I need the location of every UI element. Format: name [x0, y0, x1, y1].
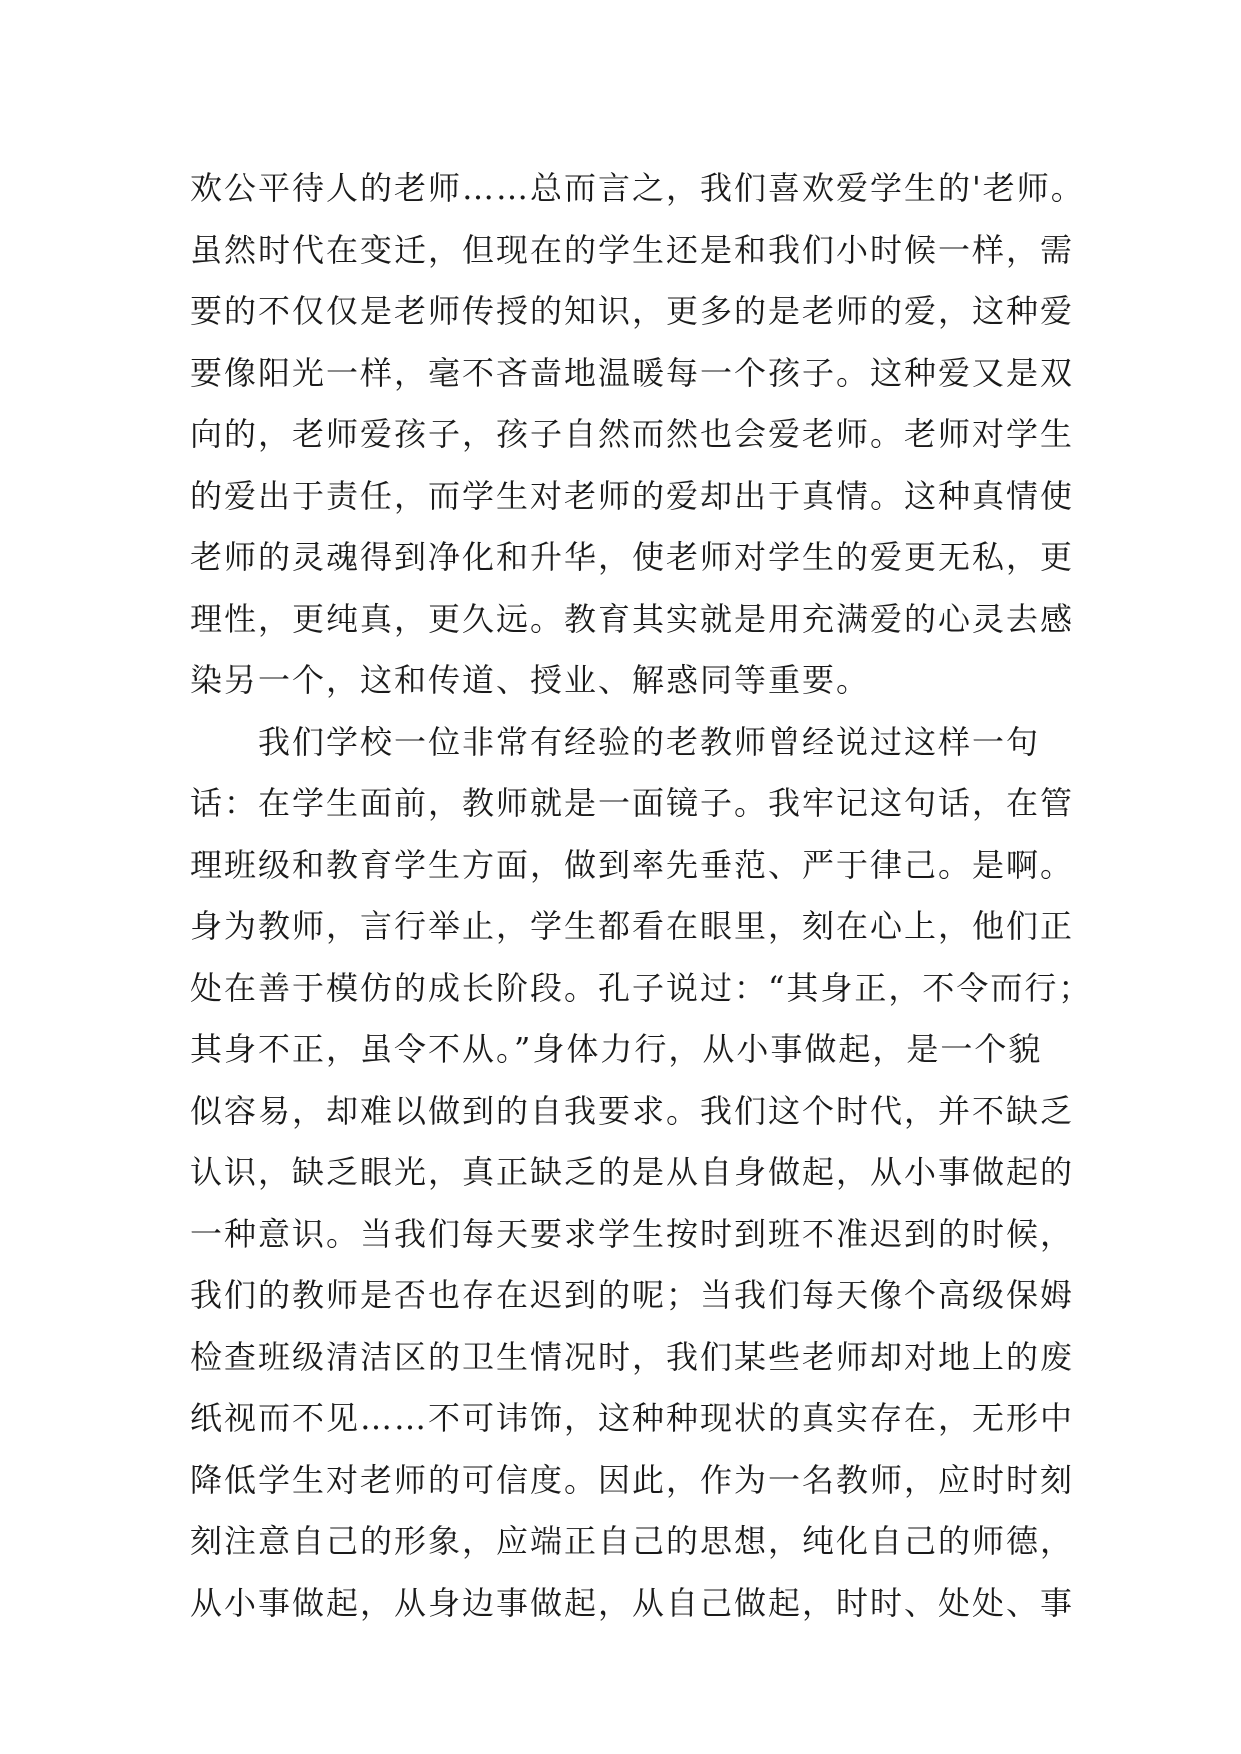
text-line: 处在善于模仿的成长阶段。孔子说过：“其身正，不令而行； — [190, 968, 1093, 1007]
text-line: 染另一个，这和传道、授业、解惑同等重要。 — [190, 661, 871, 699]
text-line: 要像阳光一样，毫不吝啬地温暖每一个孩子。这种爱又是双 — [190, 353, 1075, 392]
body-text — [190, 158, 1093, 1634]
text-line: 向的，老师爱孩子，孩子自然而然也会爱老师。老师对学生 — [190, 415, 1075, 453]
text-line: 检查班级清洁区的卫生情况时，我们某些老师却对地上的废 — [190, 1337, 1075, 1376]
text-line: 纸视而不见……不可讳饰，这种种现状的真实存在，无形中 — [190, 1399, 1075, 1437]
text-line: 降低学生对老师的可信度。因此，作为一名教师，应时时刻 — [190, 1460, 1075, 1499]
text-line: 的爱出于责任，而学生对老师的爱却出于真情。这种真情使 — [190, 476, 1075, 515]
text-line: 我们学校一位非常有经验的老教师曾经说过这样一句 — [190, 722, 1041, 761]
text-line: 似容易，却难以做到的自我要求。我们这个时代，并不缺乏 — [190, 1091, 1075, 1130]
text-line: 一种意识。当我们每天要求学生按时到班不准迟到的时候， — [190, 1214, 1075, 1253]
text-line: 老师的灵魂得到净化和升华，使老师对学生的爱更无私，更 — [190, 538, 1075, 576]
text-line: 我们的教师是否也存在迟到的呢；当我们每天像个高级保姆 — [190, 1276, 1075, 1314]
text-line: 虽然时代在变迁，但现在的学生还是和我们小时候一样，需 — [190, 230, 1075, 269]
text-line: 理班级和教育学生方面，做到率先垂范、严于律己。是啊。 — [190, 845, 1075, 884]
text-line: 刻注意自己的形象，应端正自己的思想，纯化自己的师德， — [190, 1522, 1075, 1560]
text-line: 其身不正，虽令不从。”身体力行，从小事做起，是一个貌 — [190, 1030, 1043, 1068]
text-line: 话：在学生面前，教师就是一面镜子。我牢记这句话，在管 — [190, 784, 1075, 822]
text-line: 理性，更纯真，更久远。教育其实就是用充满爱的心灵去感 — [190, 599, 1075, 638]
text-line: 认识，缺乏眼光，真正缺乏的是从自身做起，从小事做起的 — [190, 1153, 1075, 1191]
text-line: 要的不仅仅是老师传授的知识，更多的是老师的爱，这种爱 — [190, 292, 1075, 330]
text-line: 欢公平待人的老师……总而言之，我们喜欢爱学生的'老师。 — [190, 169, 1085, 207]
text-line: 从小事做起，从身边事做起，从自己做起，时时、处处、事 — [190, 1583, 1075, 1622]
text-line: 身为教师，言行举止，学生都看在眼里，刻在心上，他们正 — [190, 907, 1075, 945]
